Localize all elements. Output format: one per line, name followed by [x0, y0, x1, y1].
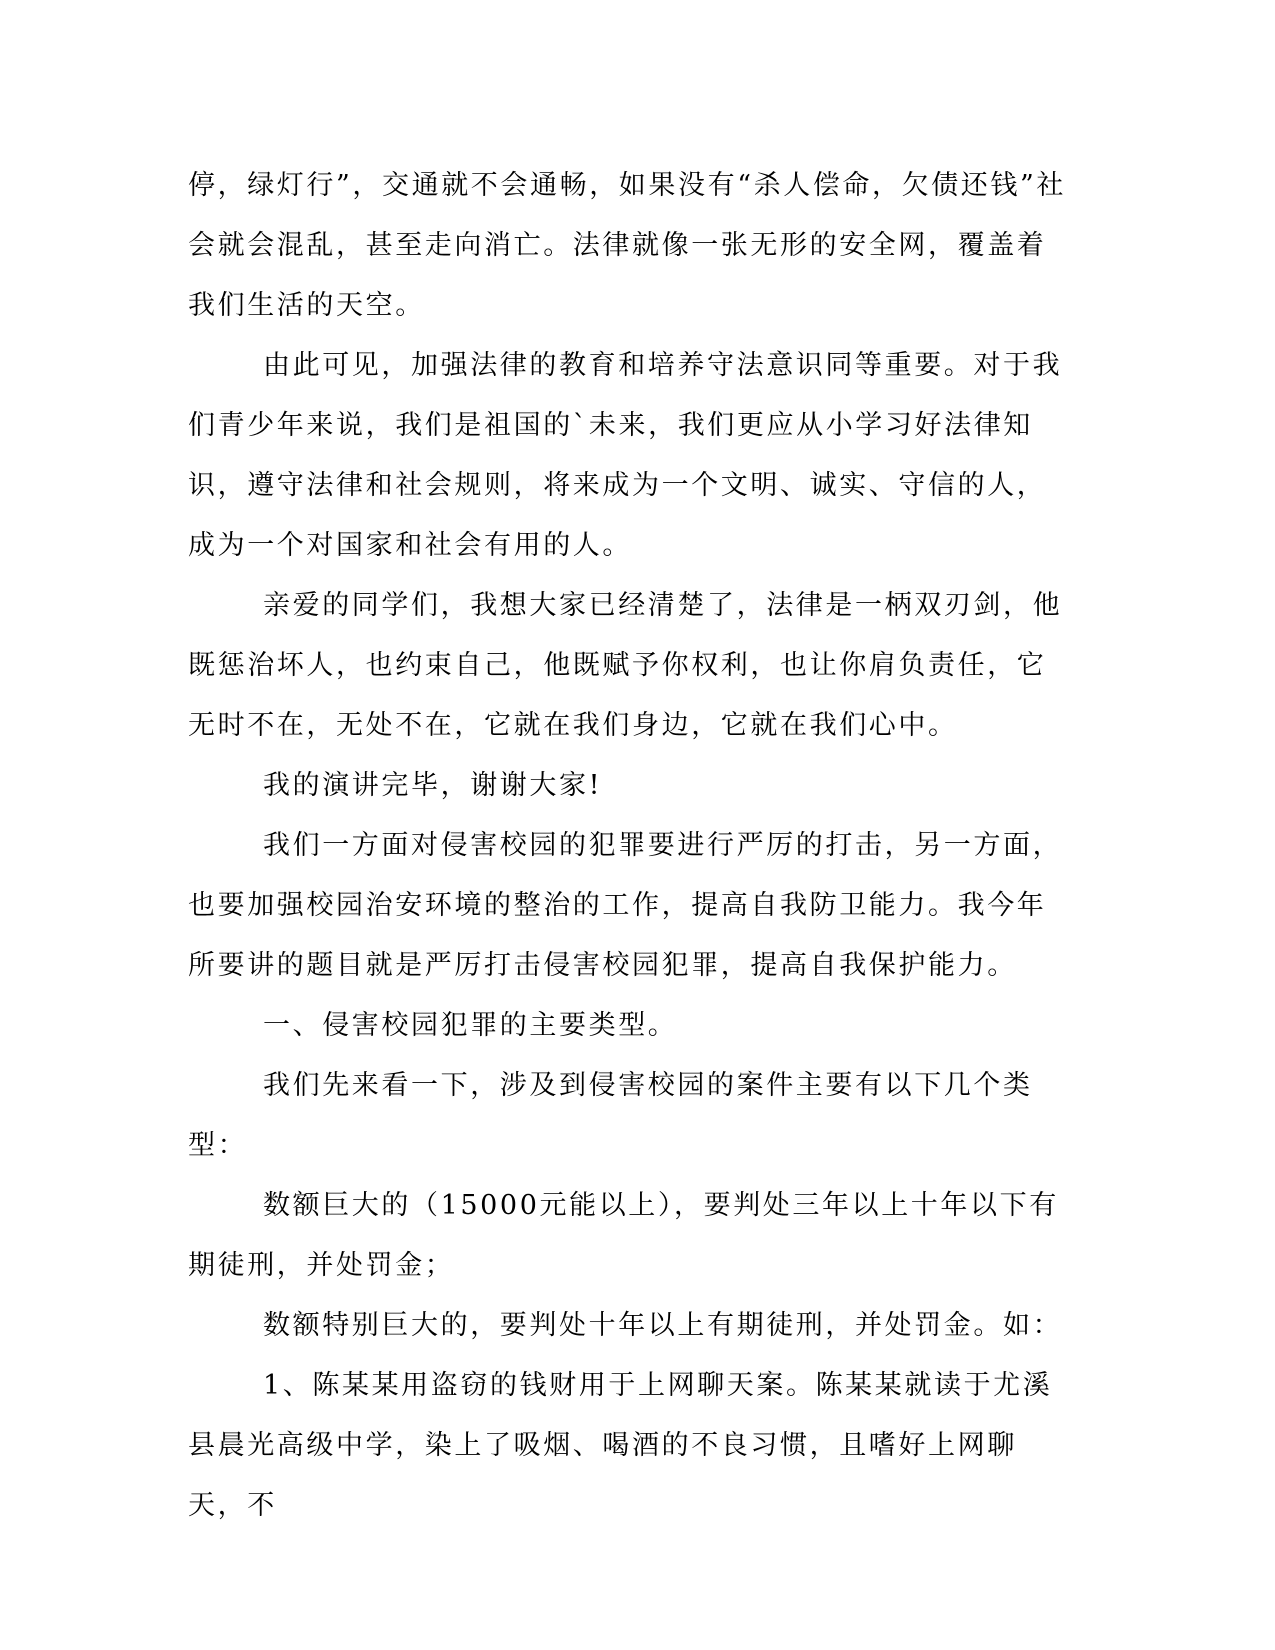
paragraph-continuation: 停，绿灯行”，交通就不会通畅，如果没有“杀人偿命，欠债还钱”社会就会混乱，甚至走向消亡。法律就像一张无形的安全网，覆盖着我们生活的天空。 — [188, 170, 1067, 321]
paragraph-case-one: 1、陈某某用盗窃的钱财用于上网聊天案。陈某某就读于尤溪县晨光高级中学，染上了吸烟、喝酒的不良习惯，且嗜好上网聊天，不 — [188, 1370, 1053, 1521]
section-heading-crime-types: 一、侵害校园犯罪的主要类型。 — [263, 1010, 678, 1041]
document-body — [188, 156, 1068, 1536]
paragraph-campus-crime-intro: 我们一方面对侵害校园的犯罪要进行严厉的打击，另一方面，也要加强校园治安环境的整治的工作，提高自我防卫能力。我今年所要讲的题目就是严厉打击侵害校园犯罪，提高自我保护能力。 — [188, 830, 1063, 981]
paragraph-legal-education: 由此可见，加强法律的教育和培养守法意识同等重要。对于我们青少年来说，我们是祖国的`未来，我们更应从小学习好法律知识，遵守法律和社会规则，将来成为一个文明、诚实、守信的人，成为一个对国家和社会有用的人。 — [188, 350, 1063, 561]
paragraph-speech-closing: 我的演讲完毕，谢谢大家! — [263, 770, 603, 801]
paragraph-large-amount: 数额巨大的（15000元能以上），要判处三年以上十年以下有期徒刑，并处罚金； — [188, 1190, 1059, 1281]
paragraph-case-types-intro: 我们先来看一下，涉及到侵害校园的案件主要有以下几个类型： — [188, 1070, 1033, 1161]
paragraph-extra-large-amount: 数额特别巨大的，要判处十年以上有期徒刑，并处罚金。如： — [263, 1310, 1063, 1341]
paragraph-double-edged-sword: 亲爱的同学们，我想大家已经清楚了，法律是一柄双刃剑，他既惩治坏人，也约束自己，他既赋予你权利，也让你肩负责任，它无时不在，无处不在，它就在我们身边，它就在我们心中。 — [188, 590, 1063, 741]
